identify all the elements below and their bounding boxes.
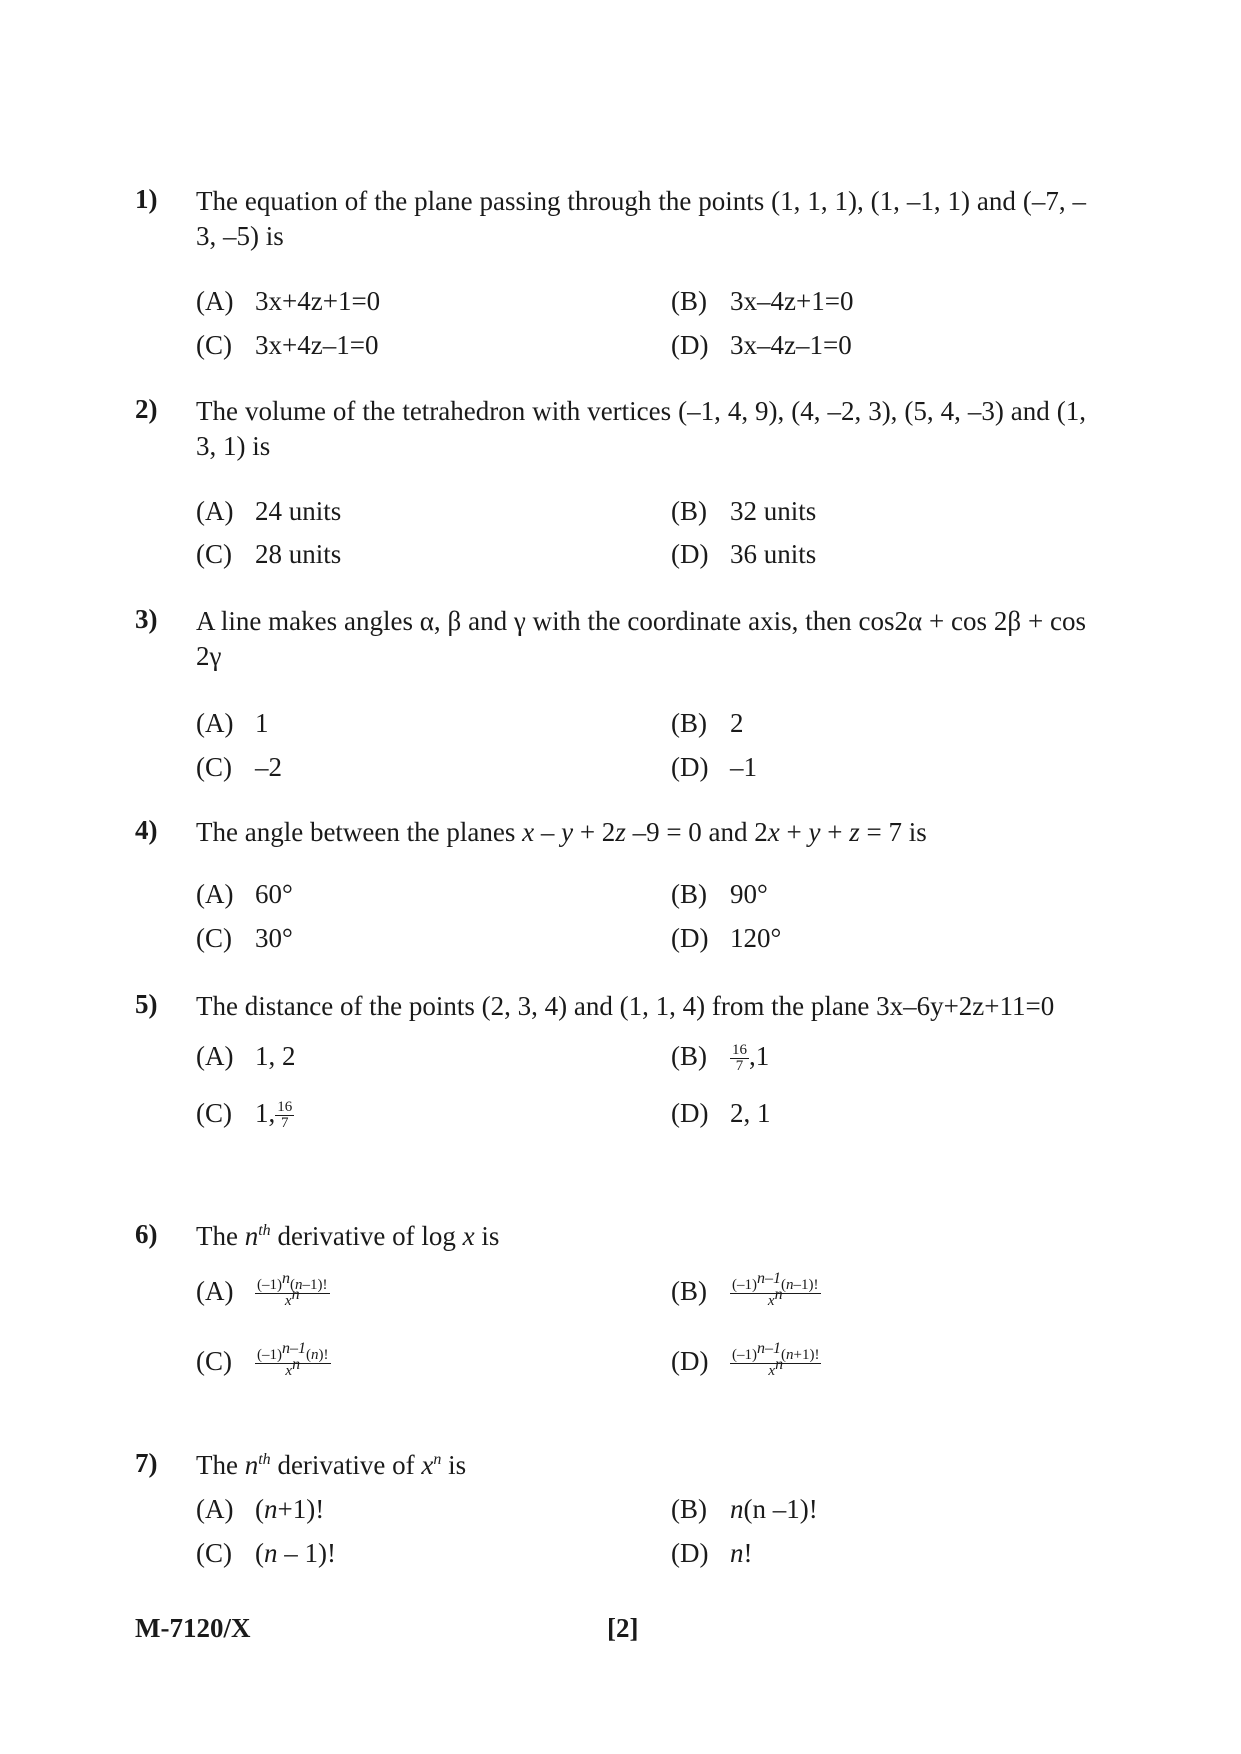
fraction: $\frac{(-1)^{n-1}(n+1)!}{x^n}$ <box>732 1340 820 1380</box>
option-d[interactable]: (D) 36 units <box>671 539 817 569</box>
option-a[interactable]: (A) 60° <box>196 879 293 909</box>
question-text: The $n^{th}$ derivative of $x^n$ is <box>196 1450 467 1480</box>
option-a[interactable]: (A) $\frac{(-1)^n(n-1)!}{x^n}$ <box>196 1270 328 1310</box>
question-text: The distance of the points (2, 3, 4) and (1, 1, 4) from the plane 3x–6y+2z+11=0 <box>196 991 1055 1021</box>
question-number: 5) <box>135 989 158 1019</box>
option-a[interactable]: (A) 24 units <box>196 496 342 526</box>
paper-code: M-7120/X <box>135 1613 251 1643</box>
option-d[interactable]: (D) 120° <box>671 923 782 953</box>
option-d[interactable]: (D) n! <box>671 1538 753 1568</box>
option-c[interactable]: (C) 3x+4z–1=0 <box>196 330 379 360</box>
fraction: $\frac{(-1)^n(n-1)!}{x^n}$ <box>257 1270 328 1310</box>
question-number: 7) <box>135 1448 158 1478</box>
option-d[interactable]: (D) 2, 1 <box>671 1098 771 1128</box>
option-d[interactable]: (D) $\frac{(-1)^{n-1}(n+1)!}{x^n}$ <box>671 1340 820 1380</box>
option-a[interactable]: (A) 3x+4z+1=0 <box>196 286 381 316</box>
option-b[interactable]: (B) $\frac{16}{7}$ ,1 <box>671 1041 770 1075</box>
question-text: The equation of the plane passing through the points (1, 1, 1), (1, –1, 1) and (–7, –3, –5) is <box>196 186 1086 251</box>
question-number: 4) <box>135 815 158 845</box>
option-a[interactable]: (A) (n+1)! <box>196 1494 325 1524</box>
question-text: The volume of the tetrahedron with vertices (–1, 4, 9), (4, –2, 3), (5, 4, –3) and (1, 3, 1) is <box>196 396 1086 461</box>
option-a[interactable]: (A) 1 <box>196 708 269 738</box>
question-text: The $n^{th}$ derivative of log x is <box>196 1221 500 1251</box>
page-number: [2] <box>607 1613 639 1643</box>
option-a[interactable]: (A) 1, 2 <box>196 1041 296 1071</box>
fraction: $\frac{(-1)^{n-1}(n)!}{x^n}$ <box>257 1340 329 1380</box>
option-c[interactable]: (C) –2 <box>196 752 282 782</box>
option-d[interactable]: (D) 3x–4z–1=0 <box>671 330 852 360</box>
question-number: 6) <box>135 1219 158 1249</box>
question-number: 1) <box>135 184 158 214</box>
question-number: 3) <box>135 604 158 634</box>
option-b[interactable]: (B) n(n –1)! <box>671 1494 818 1524</box>
option-c[interactable]: (C) (n – 1)! <box>196 1538 336 1568</box>
question-number: 2) <box>135 394 158 424</box>
question-text: A line makes angles α, β and γ with the coordinate axis, then cos2α + cos 2β + cos 2γ <box>196 606 1086 671</box>
question-text: The angle between the planes x – y + 2z –9 = 0 and 2x + y + z = 7 is <box>196 817 927 847</box>
option-d[interactable]: (D) –1 <box>671 752 757 782</box>
option-b[interactable]: (B) 3x–4z+1=0 <box>671 286 854 316</box>
option-c[interactable]: (C) 1, $\frac{16}{7}$ <box>196 1098 293 1132</box>
option-c[interactable]: (C) $\frac{(-1)^{n-1}(n)!}{x^n}$ <box>196 1340 329 1380</box>
fraction: $\frac{(-1)^{n-1}(n-1)!}{x^n}$ <box>732 1270 819 1310</box>
option-b[interactable]: (B) $\frac{(-1)^{n-1}(n-1)!}{x^n}$ <box>671 1270 819 1310</box>
option-b[interactable]: (B) 2 <box>671 708 744 738</box>
fraction: $\frac{16}{7}$ <box>732 1042 747 1075</box>
fraction: $\frac{16}{7}$ <box>277 1099 293 1132</box>
option-c[interactable]: (C) 30° <box>196 923 293 953</box>
option-c[interactable]: (C) 28 units <box>196 539 342 569</box>
option-b[interactable]: (B) 90° <box>671 879 768 909</box>
option-b[interactable]: (B) 32 units <box>671 496 817 526</box>
